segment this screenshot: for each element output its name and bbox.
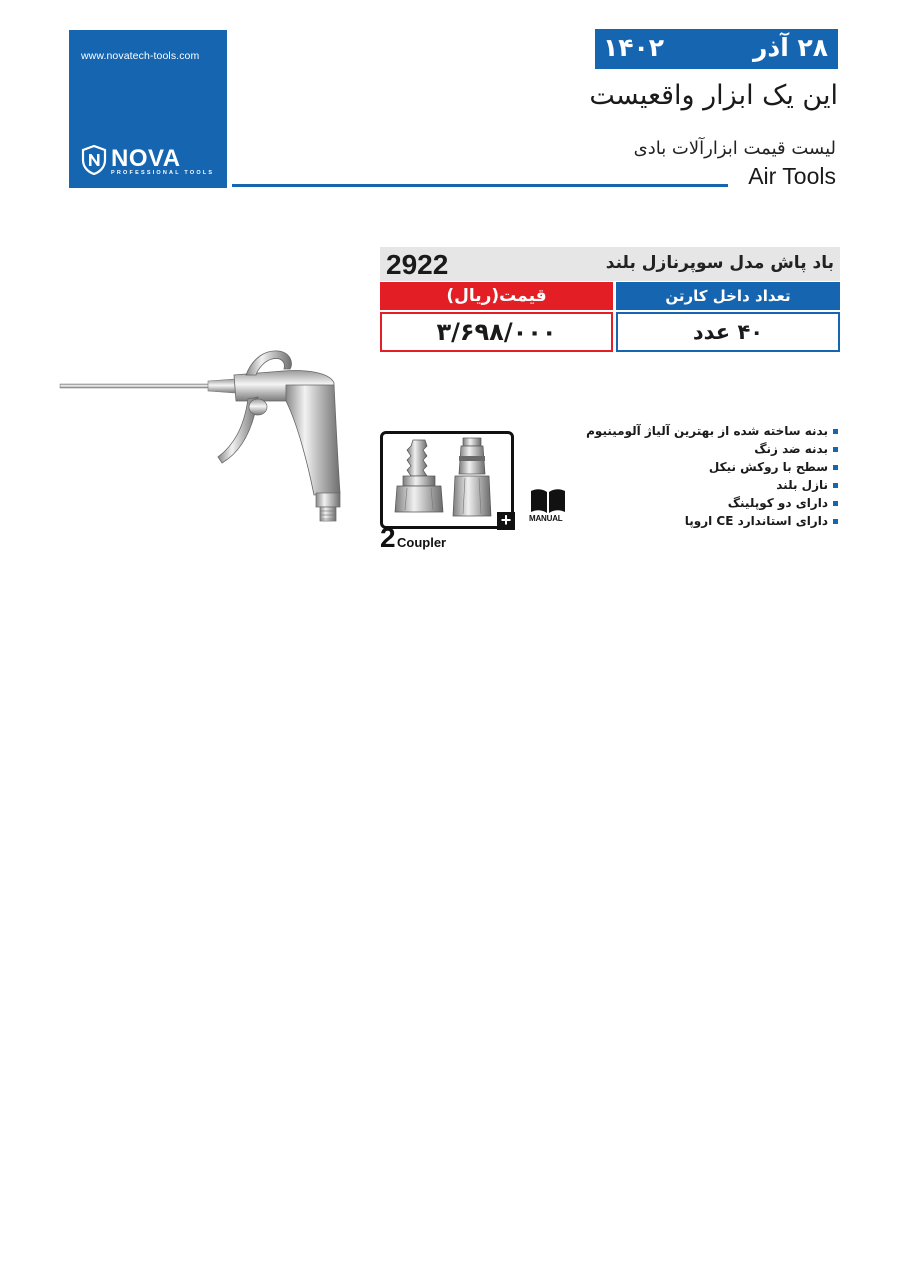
feature-item [586, 512, 838, 530]
feature-item [586, 458, 838, 476]
blow-gun-image [58, 345, 348, 525]
bullet-icon [833, 429, 838, 434]
bullet-icon [833, 465, 838, 470]
feature-text: نازل بلند [776, 478, 828, 492]
date-banner [595, 29, 838, 69]
website-url[interactable]: www.novatech-tools.com [81, 50, 200, 62]
carton-qty-label: تعداد داخل کارتن [616, 282, 840, 310]
date-day-month: ۲۸ آذر [752, 33, 828, 62]
feature-text: سطح با روکش نیکل [708, 460, 828, 474]
feature-item [586, 494, 838, 512]
plus-icon: + [497, 512, 515, 530]
price-label: قیمت(ریال) [380, 282, 613, 310]
slogan: این یک ابزار واقعیست [589, 80, 838, 111]
bullet-icon [833, 483, 838, 488]
product-model: 2922 [386, 249, 449, 280]
feature-item [586, 476, 838, 494]
bullet-icon [833, 501, 838, 506]
feature-text: بدنه ضد زنگ [754, 442, 828, 456]
bullet-icon [833, 447, 838, 452]
coupler-illustration [380, 431, 514, 529]
feature-text: دارای دو کوپلینگ [727, 496, 828, 510]
coupler-fittings-image [383, 434, 511, 526]
logo-wordmark: NOVA [111, 145, 181, 172]
feature-text: دارای استاندارد CE اروپا [684, 514, 828, 528]
feature-list [586, 422, 838, 530]
category-title: Air Tools [748, 163, 836, 189]
manual-label: MANUAL [529, 514, 563, 523]
feature-item [586, 440, 838, 458]
product-header [380, 247, 840, 281]
logo-subtitle: PROFESSIONAL TOOLS [111, 170, 215, 176]
date-year: ۱۴۰۲ [603, 33, 665, 62]
nova-shield-icon [81, 145, 107, 175]
coupler-label: Coupler [397, 535, 447, 550]
header-divider [232, 184, 728, 187]
nova-logo [81, 145, 215, 177]
product-name: باد پاش مدل سوپرنازل بلند [605, 253, 834, 273]
price-list-title: لیست قیمت ابزارآلات بادی [633, 138, 836, 159]
brand-logo-panel [69, 30, 227, 188]
price-value: ۳/۶۹۸/۰۰۰ [380, 312, 613, 352]
feature-text: بدنه ساخته شده از بهترین آلیاژ آلومینیوم [586, 424, 828, 438]
carton-qty-value: ۴۰ عدد [616, 312, 840, 352]
bullet-icon [833, 519, 838, 524]
manual-book-icon [530, 488, 566, 514]
coupler-count: 2 [380, 522, 396, 553]
feature-item [586, 422, 838, 440]
